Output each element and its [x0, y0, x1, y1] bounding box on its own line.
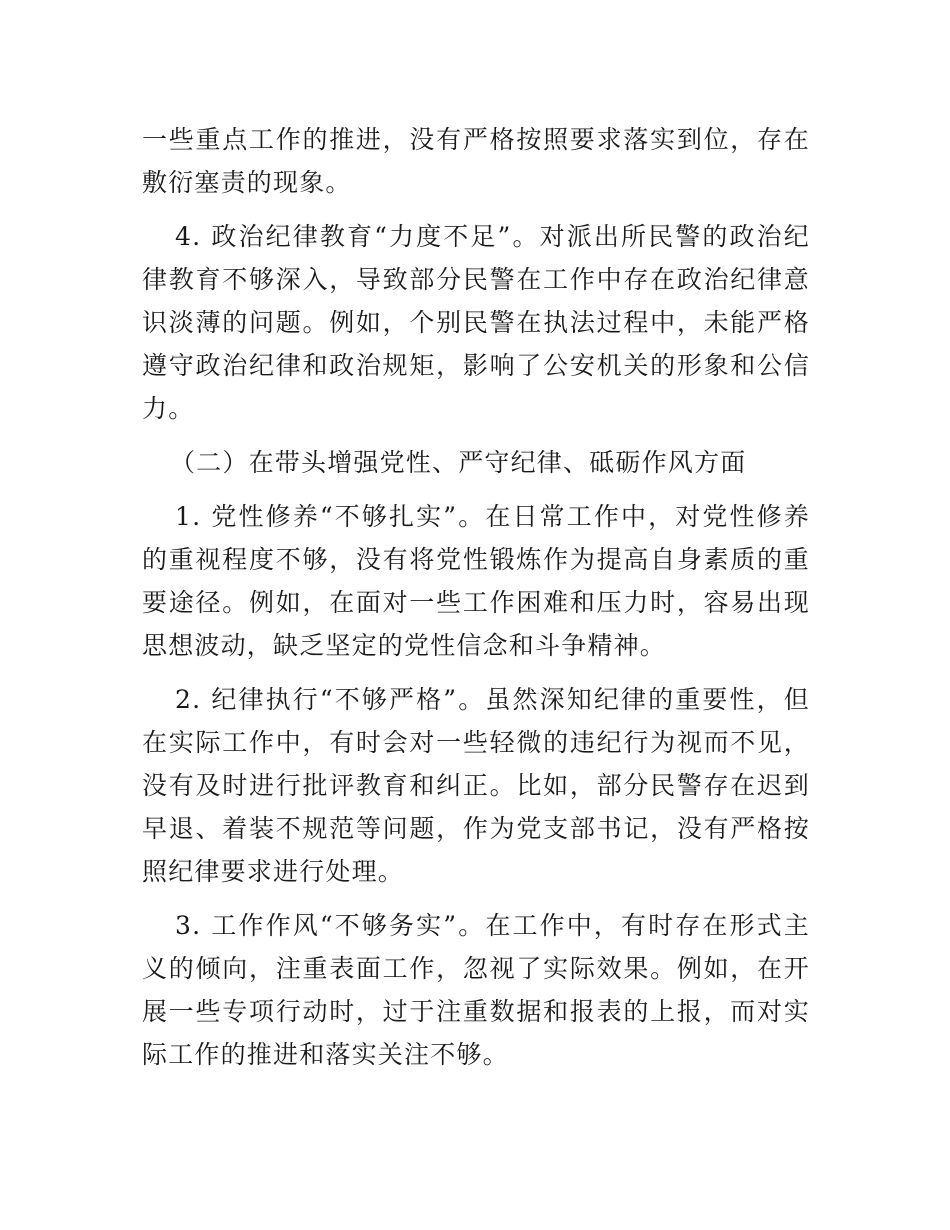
section-heading-2: （二）在带头增强党性、严守纪律、砥砺作风方面	[170, 448, 747, 477]
document-body	[142, 118, 810, 1087]
paragraph-item-2-discipline-enforcement: 2. 纪律执行“不够严格”。虽然深知纪律的重要性，但在实际工作中，有时会对一些轻微的违纪行为视而不见，没有及时进行批评教育和纠正。比如，部分民警存在迟到早退、着装不规范等问题，作为党支部书记，没有严格按照纪律要求进行处理。	[142, 685, 810, 886]
paragraph-continuation: 一些重点工作的推进，没有严格按照要求落实到位，存在敷衍塞责的现象。	[142, 125, 810, 197]
paragraph-item-3-work-style: 3. 工作作风“不够务实”。在工作中，有时存在形式主义的倾向，注重表面工作，忽视了实际效果。例如，在开展一些专项行动时，过于注重数据和报表的上报，而对实际工作的推进和落实关注不够。	[142, 911, 810, 1069]
paragraph-item-4-political-discipline: 4. 政治纪律教育“力度不足”。对派出所民警的政治纪律教育不够深入，导致部分民警在工作中存在政治纪律意识淡薄的问题。例如，个别民警在执法过程中，未能严格遵守政治纪律和政治规矩，影响了公安机关的形象和公信力。	[142, 222, 810, 423]
paragraph-item-1-party-cultivation: 1. 党性修养“不够扎实”。在日常工作中，对党性修养的重视程度不够，没有将党性锻炼作为提高自身素质的重要途径。例如，在面对一些工作困难和压力时，容易出现思想波动，缺乏坚定的党性信念和斗争精神。	[142, 502, 810, 660]
